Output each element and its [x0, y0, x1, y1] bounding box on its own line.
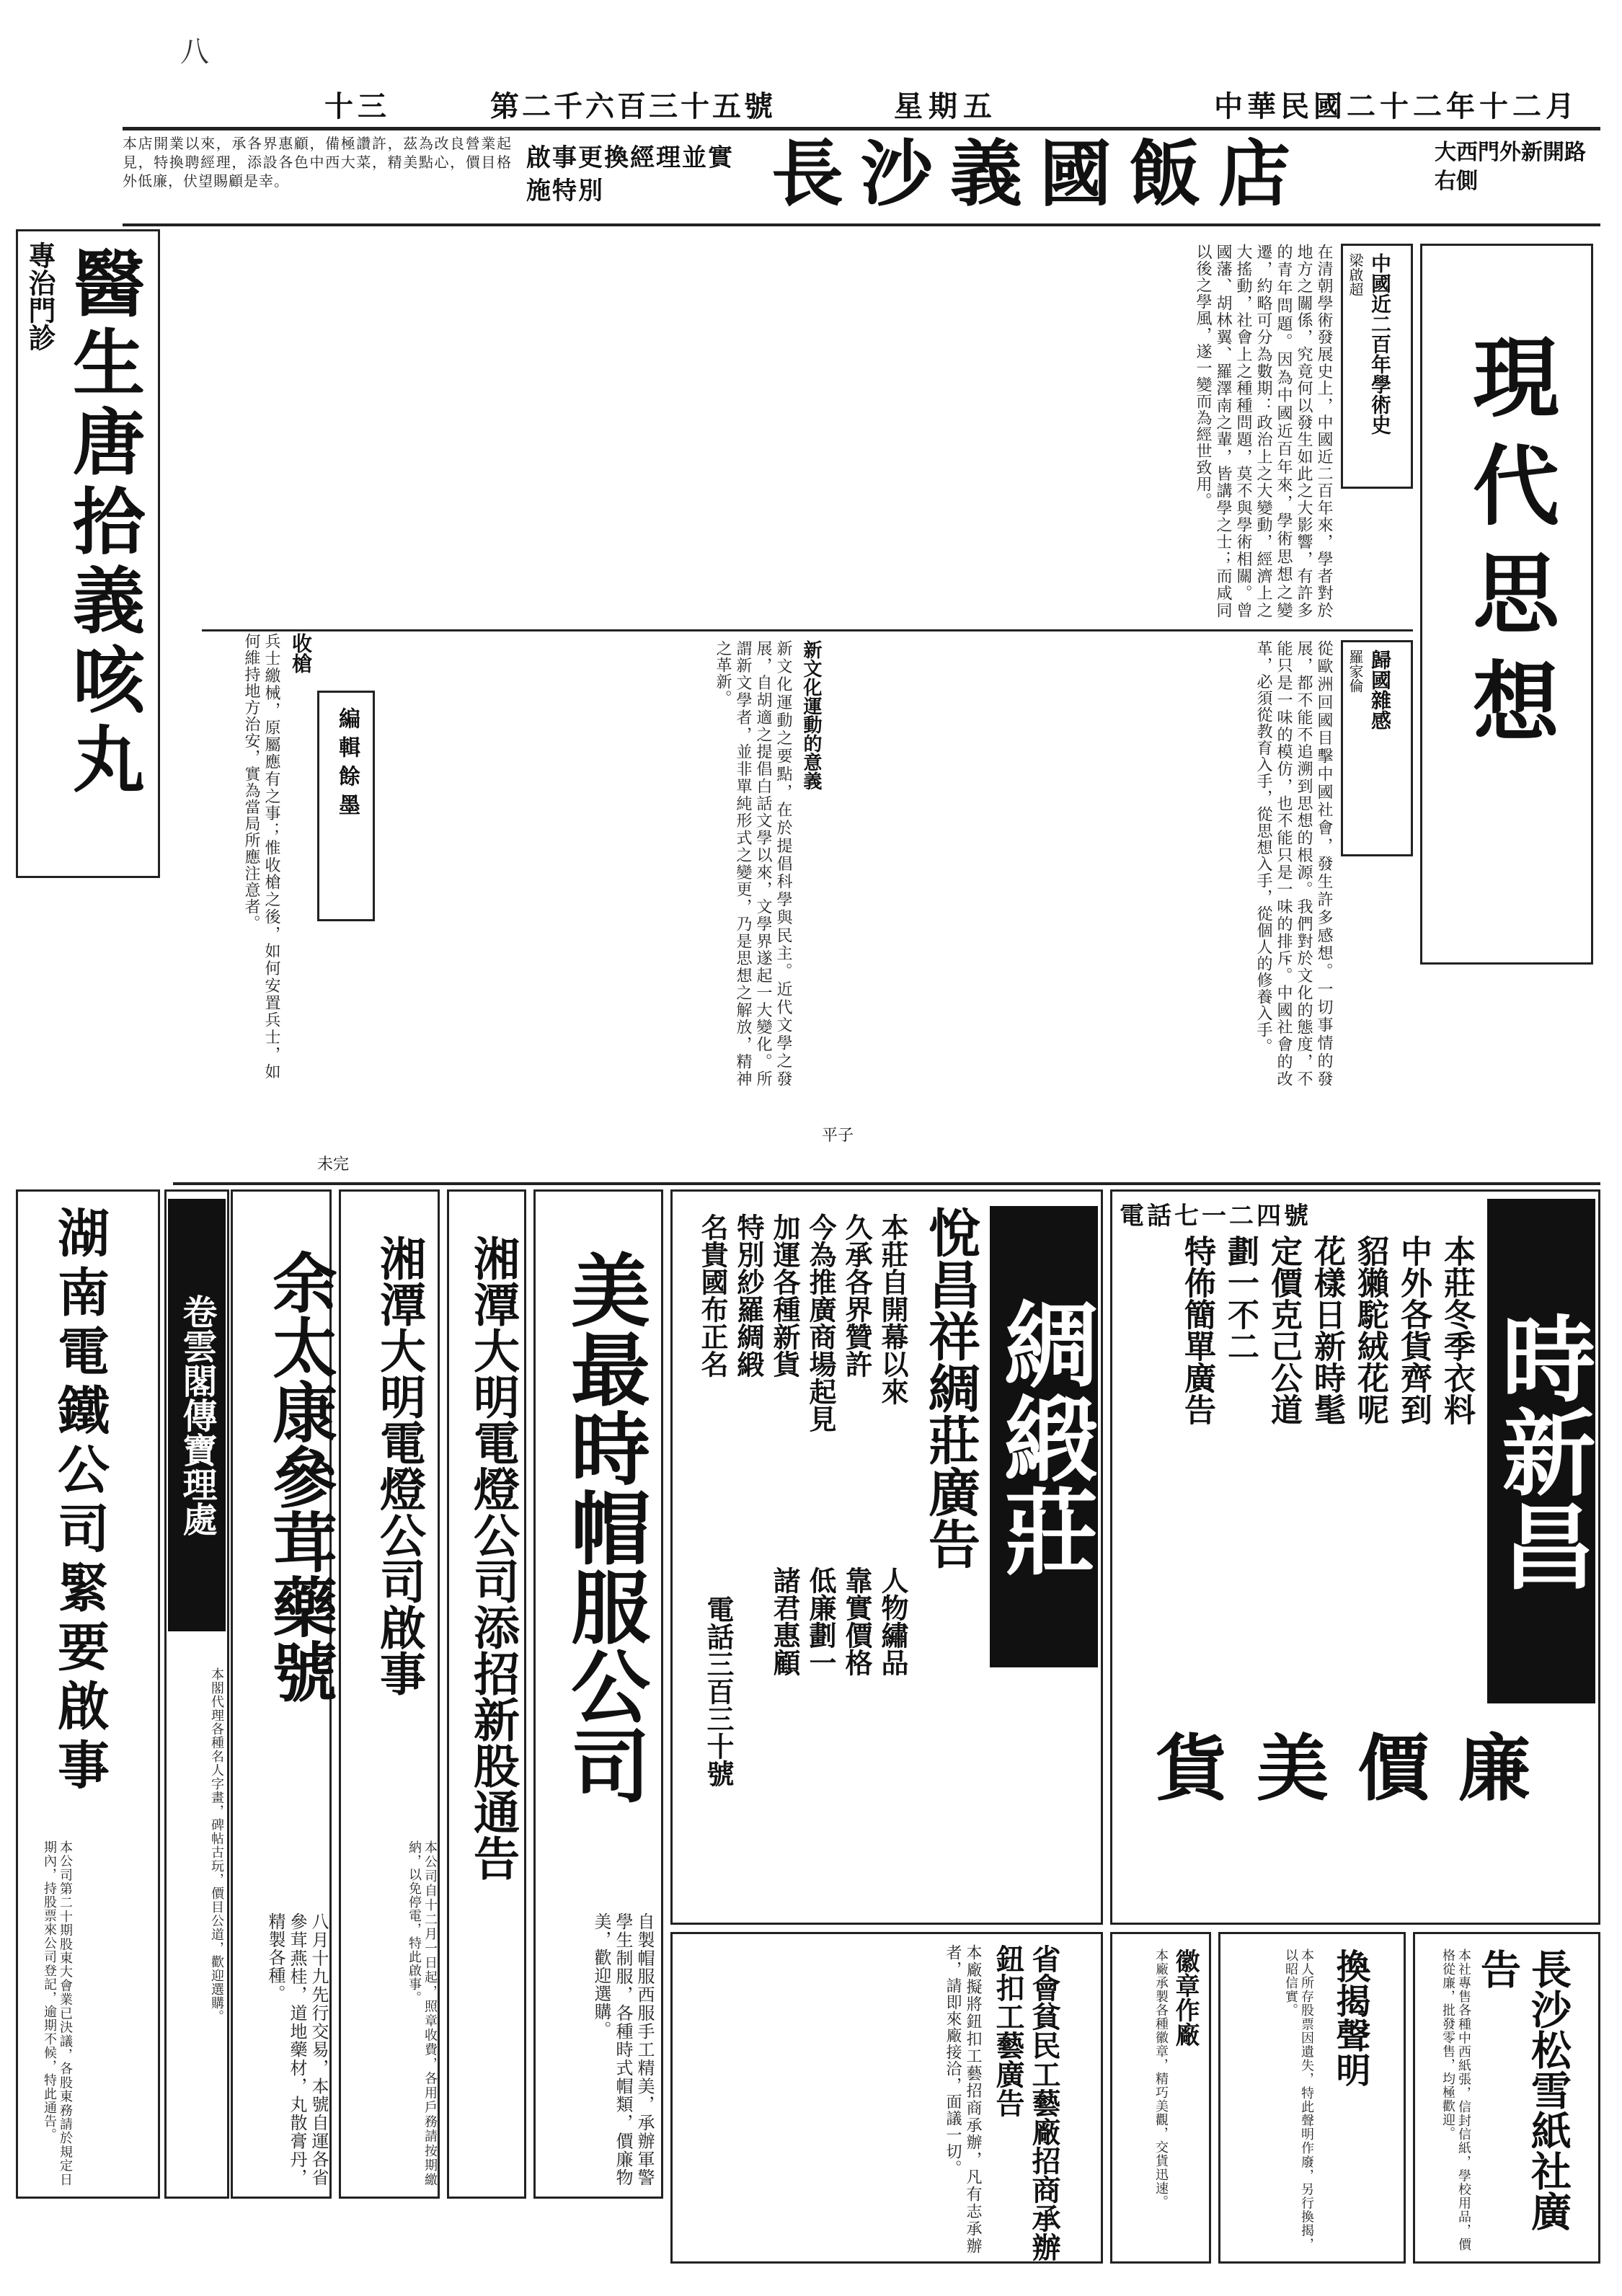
clothing-line-7: 特佈簡單廣告	[1179, 1235, 1215, 1425]
shop-ad-title: 卷雲閣傳寶理處	[168, 1199, 226, 1631]
date-line: 中華民國二十二年十二月	[1214, 89, 1579, 123]
silk-line-7: 人物繡品	[877, 1566, 909, 1676]
essay1-header	[1341, 244, 1413, 489]
light-ad	[447, 1189, 526, 2199]
hats-title: 美最時帽服公司	[558, 1249, 651, 1804]
badge-ad	[1218, 1932, 1406, 2264]
medicine-title: 余太康參茸藥號	[261, 1249, 337, 1703]
doctor-ad	[16, 229, 160, 878]
clothing-line-4: 花樣日新時髦	[1308, 1235, 1345, 1425]
medicine-body: 八月十九先行交易，本號自運各省參茸燕桂，道地藥材，丸散膏丹，精製各種。	[265, 1912, 329, 2186]
essay1-body: 在清朝學術發展史上，中國近二百年來，學者對於地方之關係，究竟何以發生如此之大影響，有許多的青年問題。因為中國近百年來，學術思想之變遷，約略可分為數期：政治上之大變動，經濟上之大搖動，社會上之種種問題，莫不與學術相關。曾國藩、胡林翼、羅澤南之輩，皆講學之士；而咸同以後之學風，遂一變而為經世致用。	[1194, 244, 1333, 619]
clothing-slogan: 貨美價廉	[1156, 1726, 1559, 1811]
essay2-title: 歸國雜感	[1368, 650, 1392, 730]
union-title: 省會貧民工藝廠招商承辦鈕扣工藝廣告	[991, 1944, 1061, 2261]
editor-note-box	[317, 691, 375, 921]
essay2-header	[1341, 640, 1413, 856]
light-title: 湘潭大明電燈公司添招新股通告	[466, 1235, 520, 1881]
essay3-title: 新文化運動的意義	[800, 640, 822, 790]
clothing-line-2: 中外各貨齊到	[1395, 1235, 1432, 1425]
silk-line-10: 諸君惠顧	[768, 1566, 801, 1676]
hotel-ad-location: 大西門外新開路右側	[1435, 140, 1586, 194]
silk-name: 悅昌祥綢莊廣告	[920, 1206, 981, 1569]
clothing-phone: 電話七一二四號	[1120, 1202, 1311, 1231]
column-title-box	[1420, 244, 1593, 965]
silk-line-2: 久承各界贊許	[841, 1213, 873, 1378]
hotel-ad	[123, 131, 1600, 221]
badge-title: 換揭聲明	[1330, 1949, 1370, 2087]
silk-line-9: 低廉劃一	[805, 1566, 837, 1676]
essay3-body: 新文化運動之要點，在於提倡科學與民主。近代文學之發展，自胡適之提倡白話文學以來，文學界遂起一大變化。所謂新文學者，並非單純形式之變更，乃是思想之解放，精神之革新。	[714, 640, 792, 1087]
badge-body: 本人所存股票因遺失，特此聲明作廢，另行換揭，以昭信實。	[1283, 1949, 1314, 2251]
light2-title: 湘潭大明電燈公司啟事	[372, 1235, 426, 1696]
clothing-line-3: 貂獺駝絨花呢	[1352, 1235, 1388, 1425]
end-mark: 未完	[317, 1156, 350, 1174]
column-title: 現代思想	[1458, 332, 1560, 765]
essay1-author: 梁啟超	[1347, 253, 1364, 296]
company-ad-title: 湖南電鐵公司緊要啟事	[49, 1206, 110, 1797]
silk-ad	[670, 1189, 1103, 1925]
clothing-line-1: 本莊冬季衣料	[1438, 1235, 1475, 1425]
light-ad-2	[339, 1189, 440, 2199]
emblem-ad	[1110, 1932, 1211, 2264]
silk-line-3: 今為推廣商場起見	[805, 1213, 837, 1432]
essay1-title: 中國近二百年學術史	[1368, 253, 1392, 435]
clothing-line-5: 定價克己公道	[1265, 1235, 1302, 1425]
weekday: 星期五	[894, 89, 998, 123]
clothing-ad	[1110, 1189, 1600, 1925]
silk-line-11: 電話三百三十號	[702, 1595, 735, 1787]
essay4-title: 收槍	[289, 633, 313, 673]
silk-title: 綢緞莊	[990, 1206, 1098, 1667]
hotel-ad-notice: 啟事更換經理並實施特別	[526, 143, 734, 205]
page-number: 十三	[324, 89, 391, 123]
silk-line-4: 加運各種新貨	[768, 1213, 801, 1378]
medicine-ad	[231, 1189, 337, 2199]
essay2-body: 從歐洲回國目擊中國社會，發生許多感想。一切事情的發展，都不能不追溯到思想的根源。我們對於文化的態度，不能只是一味的模仿，也不能只是一味的排斥。中國社會的改革，必須從教育入手，從思想入手，從個人的修養入手。	[1254, 640, 1333, 1087]
essay4-body: 兵士繳械，原屬應有之事；惟收槍之後，如何安置兵士，如何維持地方治安，實為當局所應注意者。	[242, 633, 280, 1080]
doctor-ad-title: 醫生唐拾義咳丸	[61, 246, 146, 801]
clothing-title: 時新昌	[1487, 1199, 1595, 1703]
silk-line-5: 特別紗羅綢緞	[732, 1213, 765, 1378]
paper-body: 本社專售各種中西紙張，信封信紙，學校用品，價格從廉，批發零售，均極歡迎。	[1440, 1949, 1471, 2251]
essay2-author: 羅家倫	[1347, 650, 1364, 693]
paper-ad	[1413, 1932, 1600, 2264]
light2-body: 本公司自十二月一日起，照章收費，各用戶務請按期繳納，以免停電，特此啟事。	[407, 1840, 438, 2186]
union-body: 本廠擬將鈕扣工藝招商承辦，凡有志承辦者，請即來廠接洽，面議一切。	[944, 1944, 982, 2254]
page-mark: 八	[180, 35, 209, 68]
silk-line-1: 本莊自開幕以來	[877, 1213, 909, 1405]
emblem-body: 本廠承製各種徽章，精巧美觀，交貨迅速。	[1153, 1949, 1169, 2209]
emblem-title: 徽章作廠	[1171, 1949, 1200, 2047]
hats-ad	[533, 1189, 663, 2199]
hats-body: 自製帽服西服手工精美，承辦軍警學生制服，各種時式帽類，價廉物美，歡迎選購。	[591, 1912, 655, 2186]
hotel-ad-body: 本店開業以來，承各界惠顧，備極讚許，茲為改良營業起見，特換聘經理，添設各色中西大菜，精美點心，價目格外低廉，伏望賜顧是幸。	[123, 135, 512, 190]
hotel-ad-title: 長沙義國飯店	[771, 131, 1308, 216]
masthead	[317, 79, 1586, 125]
clothing-line-6: 劃一不二	[1222, 1235, 1259, 1362]
silk-line-8: 靠實價格	[841, 1566, 873, 1676]
company-ad	[16, 1189, 160, 2199]
paper-title: 長沙松雪紙社廣告	[1474, 1949, 1572, 2231]
column-area	[173, 229, 1600, 1181]
editor-note: 編輯餘墨	[334, 707, 360, 823]
shop-ad	[164, 1189, 229, 2199]
doctor-ad-tag: 專治門診	[24, 241, 56, 351]
company-ad-body: 本公司第二十期股東大會業已決議，各股東務請於規定日期內，持股票來公司登記，逾期不候，特此通告。	[42, 1840, 73, 2186]
issue-number: 第二千六百三十五號	[490, 89, 776, 123]
note-author: 平子	[822, 1127, 854, 1145]
union-ad	[670, 1932, 1103, 2264]
shop-ad-body: 本閣代理各種名人字畫，碑帖古玩，價目公道，歡迎選購。	[209, 1667, 224, 2024]
silk-line-6: 名貴國布正名	[696, 1213, 729, 1378]
